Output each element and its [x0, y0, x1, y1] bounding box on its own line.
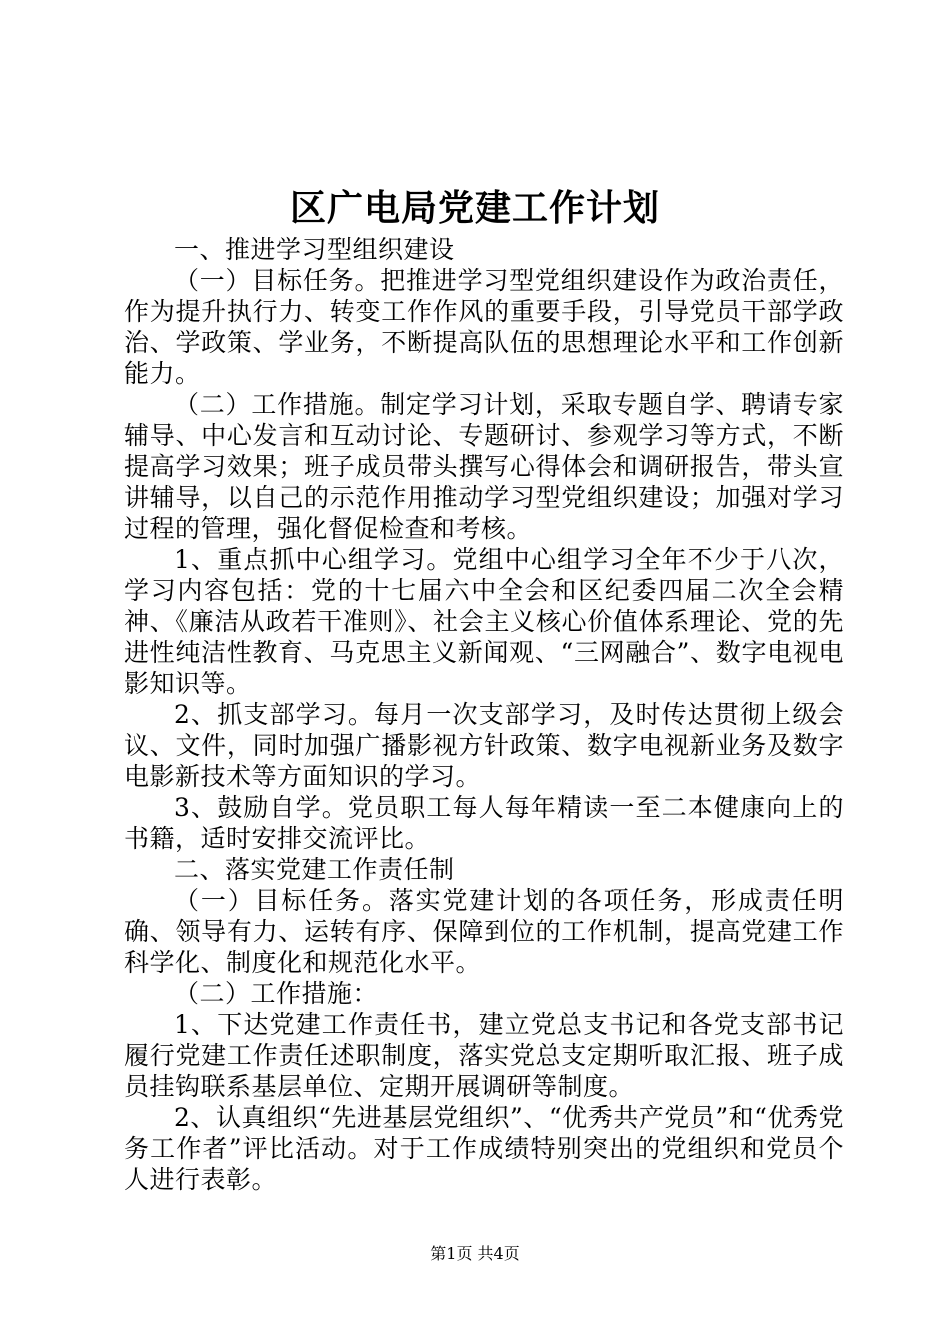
paragraph-item-1-1: 1、重点抓中心组学习。党组中心组学习全年不少于八次，学习内容包括：党的十七届六中全会和区纪委四届二次全会精神、《廉洁从政若干准则》、社会主义核心价值体系理论、党的先进性纯洁性教育、马克思主义新闻观、“三网融合”、数字电视电影知识等。	[124, 545, 844, 698]
section-heading-2: 二、落实党建工作责任制	[174, 855, 455, 884]
paragraph-measures-2: （二）工作措施：	[174, 979, 379, 1008]
paragraph-item-1-2: 2、抓支部学习。每月一次支部学习，及时传达贯彻上级会议、文件，同时加强广播影视方针政策、数字电视新业务及数字电影新技术等方面知识的学习。	[124, 700, 844, 791]
paragraph-item-2-2: 2、认真组织“先进基层党组织”、“优秀共产党员”和“优秀党务工作者”评比活动。对于工作成绩特别突出的党组织和党员个人进行表彰。	[124, 1103, 844, 1194]
paragraph-goal-1: （一）目标任务。把推进学习型党组织建设作为政治责任，作为提升执行力、转变工作作风的重要手段，引导党员干部学政治、学政策、学业务，不断提高队伍的思想理论水平和工作创新能力。	[124, 266, 844, 388]
paragraph-measures-1: （二）工作措施。制定学习计划，采取专题自学、聘请专家辅导、中心发言和互动讨论、专题研讨、参观学习等方式，不断提高学习效果；班子成员带头撰写心得体会和调研报告，带头宣讲辅导，以自己的示范作用推动学习型党组织建设；加强对学习过程的管理，强化督促检查和考核。	[124, 390, 844, 543]
paragraph-item-2-1: 1、下达党建工作责任书，建立党总支书记和各党支部书记履行党建工作责任述职制度，落实党总支定期听取汇报、班子成员挂钩联系基层单位、定期开展调研等制度。	[124, 1010, 844, 1101]
section-heading-1: 一、推进学习型组织建设	[174, 235, 455, 264]
document-title: 区广电局党建工作计划	[289, 187, 660, 229]
page-number: 第1页 共4页	[430, 1244, 520, 1263]
paragraph-goal-2: （一）目标任务。落实党建计划的各项任务，形成责任明确、领导有力、运转有序、保障到位的工作机制，提高党建工作科学化、制度化和规范化水平。	[124, 886, 844, 977]
paragraph-item-1-3: 3、鼓励自学。党员职工每人每年精读一至二本健康向上的书籍，适时安排交流评比。	[124, 793, 844, 853]
document-body	[124, 234, 844, 1195]
